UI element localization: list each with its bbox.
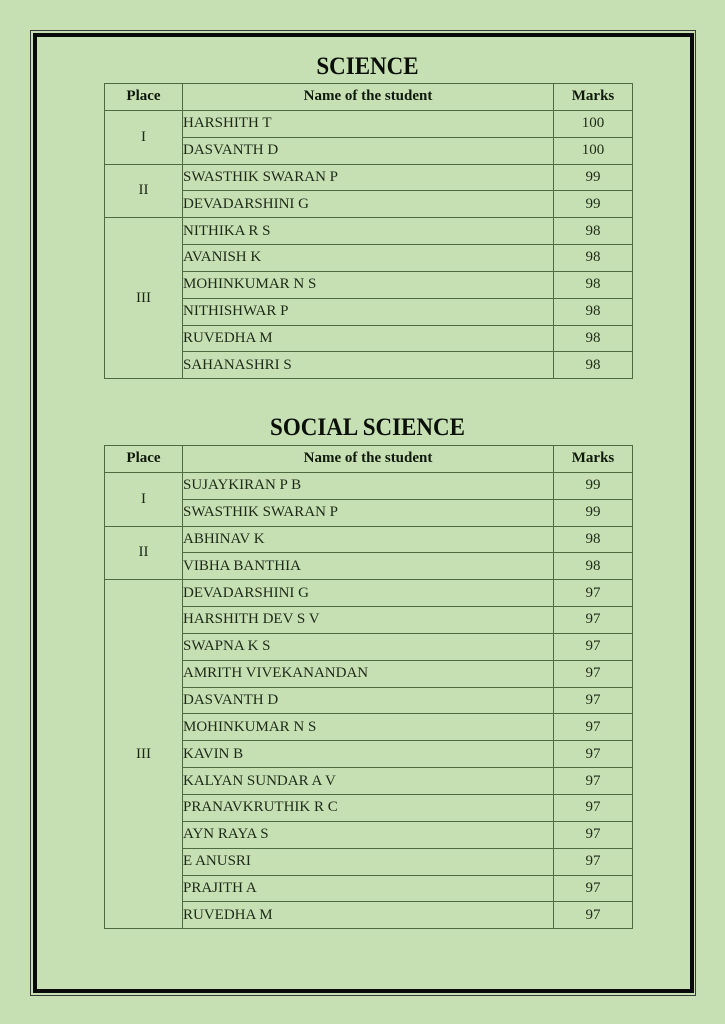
table-row <box>105 607 633 634</box>
marks-cell: 97 <box>554 848 633 875</box>
marks-cell: 98 <box>554 271 633 298</box>
header-name: Name of the student <box>183 84 554 111</box>
student-name-cell: VIBHA BANTHIA <box>183 553 554 580</box>
student-name-cell: DASVANTH D <box>183 137 554 164</box>
marks-cell: 97 <box>554 821 633 848</box>
table-row <box>105 137 633 164</box>
marks-cell: 98 <box>554 526 633 553</box>
student-name-cell: DASVANTH D <box>183 687 554 714</box>
marks-cell: 99 <box>554 164 633 191</box>
student-name-cell: RUVEDHA M <box>183 325 554 352</box>
student-name-cell: KAVIN B <box>183 741 554 768</box>
science-table <box>104 83 633 379</box>
marks-cell: 100 <box>554 110 633 137</box>
header-name: Name of the student <box>183 446 554 473</box>
marks-cell: 99 <box>554 499 633 526</box>
table-header-row <box>105 446 633 473</box>
student-name-cell: AYN RAYA S <box>183 821 554 848</box>
table-row <box>105 768 633 795</box>
table-row <box>105 714 633 741</box>
table-row <box>105 794 633 821</box>
table-header-row <box>105 84 633 111</box>
student-name-cell: ABHINAV K <box>183 526 554 553</box>
marks-cell: 97 <box>554 902 633 929</box>
table-row <box>105 633 633 660</box>
table-row <box>105 526 633 553</box>
marks-cell: 97 <box>554 607 633 634</box>
table-row <box>105 499 633 526</box>
student-name-cell: PRANAVKRUTHIK R C <box>183 794 554 821</box>
table-row <box>105 245 633 272</box>
science-title: SCIENCE <box>316 53 419 80</box>
student-name-cell: NITHISHWAR P <box>183 298 554 325</box>
marks-cell: 97 <box>554 741 633 768</box>
marks-cell: 97 <box>554 875 633 902</box>
student-name-cell: HARSHITH T <box>183 110 554 137</box>
marks-cell: 97 <box>554 768 633 795</box>
student-name-cell: RUVEDHA M <box>183 902 554 929</box>
social-science-title: SOCIAL SCIENCE <box>270 414 465 441</box>
marks-cell: 100 <box>554 137 633 164</box>
place-cell: II <box>105 164 183 218</box>
header-place: Place <box>105 446 183 473</box>
marks-cell: 98 <box>554 325 633 352</box>
social-science-table <box>104 445 633 929</box>
marks-cell: 98 <box>554 298 633 325</box>
student-name-cell: DEVADARSHINI G <box>183 191 554 218</box>
table-row <box>105 741 633 768</box>
marks-cell: 99 <box>554 472 633 499</box>
student-name-cell: SAHANASHRI S <box>183 352 554 379</box>
table-row <box>105 325 633 352</box>
student-name-cell: SUJAYKIRAN P B <box>183 472 554 499</box>
table-row <box>105 271 633 298</box>
table-row <box>105 352 633 379</box>
marks-cell: 97 <box>554 687 633 714</box>
student-name-cell: MOHINKUMAR N S <box>183 714 554 741</box>
student-name-cell: PRAJITH A <box>183 875 554 902</box>
table-row <box>105 875 633 902</box>
header-marks: Marks <box>554 84 633 111</box>
table-row <box>105 164 633 191</box>
table-row <box>105 218 633 245</box>
header-place: Place <box>105 84 183 111</box>
table-row <box>105 298 633 325</box>
place-cell: I <box>105 110 183 164</box>
table-row <box>105 580 633 607</box>
student-name-cell: SWASTHIK SWARAN P <box>183 164 554 191</box>
student-name-cell: KALYAN SUNDAR A V <box>183 768 554 795</box>
table-row <box>105 821 633 848</box>
place-cell: III <box>105 580 183 929</box>
marks-cell: 97 <box>554 660 633 687</box>
student-name-cell: AVANISH K <box>183 245 554 272</box>
table-row <box>105 110 633 137</box>
student-name-cell: AMRITH VIVEKANANDAN <box>183 660 554 687</box>
table-row <box>105 191 633 218</box>
marks-cell: 98 <box>554 553 633 580</box>
marks-cell: 97 <box>554 580 633 607</box>
student-name-cell: MOHINKUMAR N S <box>183 271 554 298</box>
table-row <box>105 660 633 687</box>
student-name-cell: SWAPNA K S <box>183 633 554 660</box>
marks-cell: 98 <box>554 245 633 272</box>
table-row <box>105 553 633 580</box>
marks-cell: 98 <box>554 352 633 379</box>
place-cell: III <box>105 218 183 379</box>
student-name-cell: DEVADARSHINI G <box>183 580 554 607</box>
place-cell: II <box>105 526 183 580</box>
student-name-cell: HARSHITH DEV S V <box>183 607 554 634</box>
marks-cell: 98 <box>554 218 633 245</box>
marks-cell: 97 <box>554 714 633 741</box>
header-marks: Marks <box>554 446 633 473</box>
student-name-cell: SWASTHIK SWARAN P <box>183 499 554 526</box>
table-row <box>105 902 633 929</box>
table-row <box>105 848 633 875</box>
marks-cell: 97 <box>554 633 633 660</box>
student-name-cell: E ANUSRI <box>183 848 554 875</box>
marks-cell: 97 <box>554 794 633 821</box>
table-row <box>105 472 633 499</box>
marks-cell: 99 <box>554 191 633 218</box>
table-row <box>105 687 633 714</box>
student-name-cell: NITHIKA R S <box>183 218 554 245</box>
place-cell: I <box>105 472 183 526</box>
